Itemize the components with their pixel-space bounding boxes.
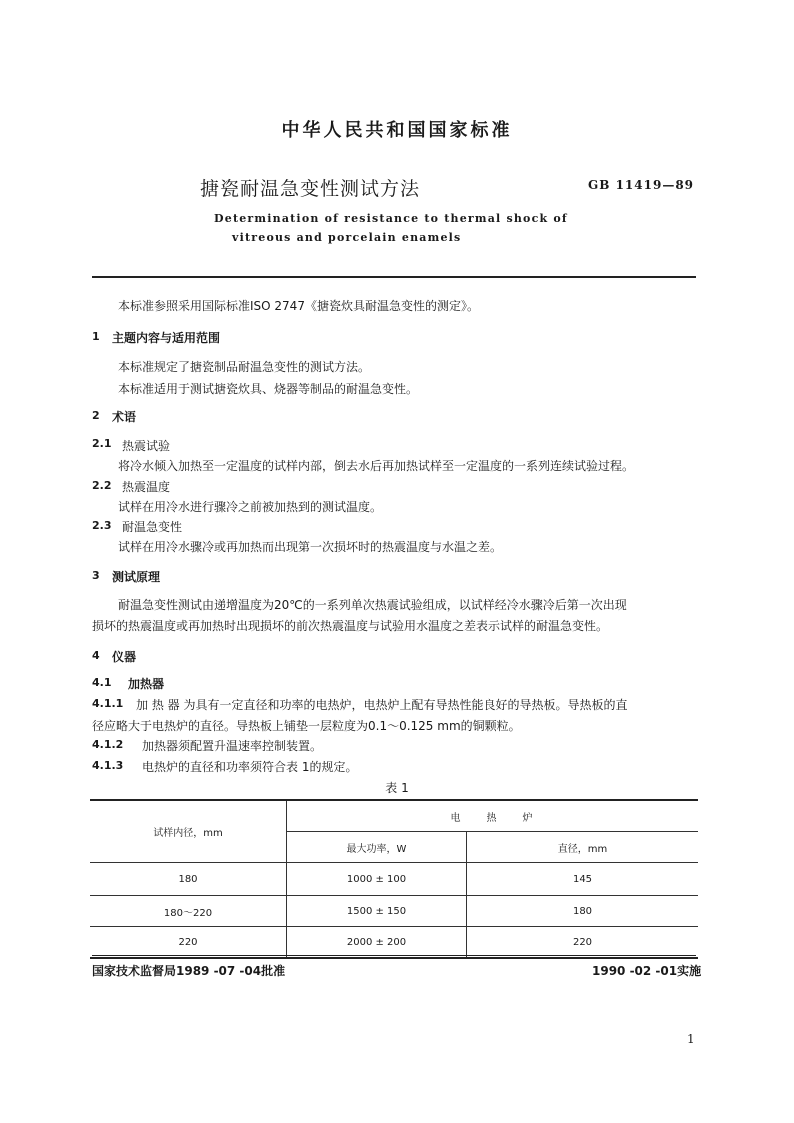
table-cell: 1000 ± 100 — [287, 863, 467, 896]
header-divider — [92, 276, 696, 278]
section-1-title: 主题内容与适用范围 — [112, 331, 221, 345]
section-2-1-number: 2.1 — [92, 437, 112, 450]
section-4-1-number: 4.1 — [92, 676, 112, 689]
table-cell: 145 — [467, 863, 699, 896]
section-2-2-title: 热震温度 — [122, 480, 171, 494]
section-1-number: 1 — [92, 330, 100, 343]
section-4-1-1-text-line-2: 径应略大于电热炉的直径。导热板上铺垫一层粒度为0.1～0.125 mm的铜颗粒。 — [92, 719, 521, 733]
section-4-1-1-text-line-1: 加 热 器 为具有一定直径和功率的电热炉，电热炉上配有导热性能良好的导热板。导热板的直 — [136, 698, 628, 712]
table-cell: 2000 ± 200 — [287, 927, 467, 959]
table-cell: 220 — [90, 927, 287, 959]
table-header-max-power: 最大功率，W — [287, 832, 467, 863]
intro-paragraph: 本标准参照采用国际标准ISO 2747《搪瓷炊具耐温急变性的测定》。 — [118, 299, 479, 313]
section-1-paragraph-2: 本标准适用于测试搪瓷炊具、烧器等制品的耐温急变性。 — [118, 382, 419, 396]
table-row — [90, 896, 698, 927]
section-3-number: 3 — [92, 569, 100, 582]
page-number: 1 — [687, 1032, 695, 1046]
section-2-1-text: 将冷水倾入加热至一定温度的试样内部，倒去水后再加热试样至一定温度的一系列连续试验过程。 — [118, 459, 635, 473]
english-title-line-2: vitreous and porcelain enamels — [232, 231, 462, 244]
section-4-1-3-text: 电热炉的直径和功率须符合表 1的规定。 — [142, 760, 358, 774]
section-2-number: 2 — [92, 409, 100, 422]
section-2-3-title: 耐温急变性 — [122, 520, 183, 534]
table-cell: 180 — [90, 863, 287, 896]
section-2-2-text: 试样在用冷水进行骤冷之前被加热到的测试温度。 — [118, 500, 383, 514]
table-cell: 180～220 — [90, 896, 287, 927]
section-4-title: 仪器 — [112, 650, 137, 664]
table-cell: 1500 ± 150 — [287, 896, 467, 927]
section-3-title: 测试原理 — [112, 570, 161, 584]
table-header-diameter: 直径，mm — [467, 832, 699, 863]
footer-divider — [92, 955, 696, 956]
section-2-2-number: 2.2 — [92, 479, 112, 492]
section-4-number: 4 — [92, 649, 100, 662]
section-2-1-title: 热震试验 — [122, 439, 171, 453]
section-4-1-1-number: 4.1.1 — [92, 697, 124, 710]
standard-code: GB 11419—89 — [588, 178, 695, 192]
section-4-1-title: 加热器 — [128, 677, 165, 691]
table-header-electric-stove: 电 热 炉 — [287, 800, 699, 832]
table-cell: 220 — [467, 927, 699, 959]
section-1-paragraph-1: 本标准规定了搪瓷制品耐温急变性的测试方法。 — [118, 360, 371, 374]
effective-date: 1990 -02 -01实施 — [592, 964, 702, 978]
table-header-inner-diameter: 试样内径，mm — [90, 800, 287, 863]
table-row — [90, 863, 698, 896]
section-4-1-3-number: 4.1.3 — [92, 759, 124, 772]
table-1-caption: 表 1 — [385, 781, 409, 795]
english-title-line-1: Determination of resistance to thermal shock of — [214, 212, 568, 225]
standard-header: 中华人民共和国国家标准 — [281, 120, 513, 141]
section-2-3-number: 2.3 — [92, 519, 112, 532]
section-2-title: 术语 — [112, 410, 137, 424]
table-cell: 180 — [467, 896, 699, 927]
table-row — [90, 927, 698, 959]
section-2-3-text: 试样在用冷水骤冷或再加热而出现第一次损坏时的热震温度与水温之差。 — [118, 540, 503, 554]
section-3-text-line-2: 损坏的热震温度或再加热时出现损坏的前次热震温度与试验用水温度之差表示试样的耐温急变性。 — [92, 619, 609, 633]
section-4-1-2-number: 4.1.2 — [92, 738, 124, 751]
table-1 — [90, 799, 698, 959]
approval-date: 国家技术监督局1989 -07 -04批准 — [92, 964, 286, 978]
section-3-text-line-1: 耐温急变性测试由递增温度为20℃的一系列单次热震试验组成，以试样经冷水骤冷后第一次出现 — [118, 598, 627, 612]
section-4-1-2-text: 加热器须配置升温速率控制装置。 — [142, 739, 323, 753]
document-title: 搪瓷耐温急变性测试方法 — [200, 178, 421, 200]
